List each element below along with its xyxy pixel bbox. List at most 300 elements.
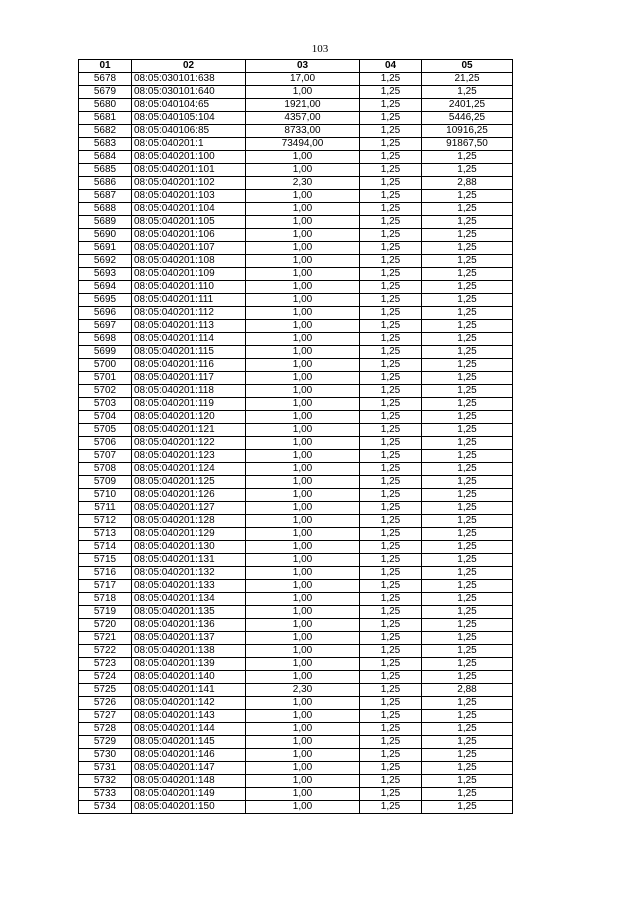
value-03-cell: 1,00: [246, 229, 360, 242]
value-04-cell: 1,25: [360, 125, 422, 138]
value-05-cell: 1,25: [422, 528, 513, 541]
table-row: [79, 788, 513, 801]
value-05-cell: 1,25: [422, 567, 513, 580]
value-05-cell: 1,25: [422, 723, 513, 736]
cadastral-number-cell: 08:05:040201:143: [132, 710, 246, 723]
row-number-cell: 5730: [79, 749, 132, 762]
value-04-cell: 1,25: [360, 658, 422, 671]
value-05-cell: 1,25: [422, 619, 513, 632]
cadastral-number-cell: 08:05:040201:121: [132, 424, 246, 437]
value-05-cell: 91867,50: [422, 138, 513, 151]
value-05-cell: 1,25: [422, 502, 513, 515]
value-04-cell: 1,25: [360, 801, 422, 814]
table-row: [79, 502, 513, 515]
value-03-cell: 1,00: [246, 411, 360, 424]
value-05-cell: 1,25: [422, 190, 513, 203]
table-row: [79, 359, 513, 372]
value-05-cell: 1,25: [422, 788, 513, 801]
value-05-cell: 1,25: [422, 671, 513, 684]
value-04-cell: 1,25: [360, 463, 422, 476]
row-number-cell: 5684: [79, 151, 132, 164]
table-row: [79, 177, 513, 190]
value-04-cell: 1,25: [360, 203, 422, 216]
value-04-cell: 1,25: [360, 138, 422, 151]
value-04-cell: 1,25: [360, 632, 422, 645]
cadastral-number-cell: 08:05:040201:135: [132, 606, 246, 619]
value-04-cell: 1,25: [360, 398, 422, 411]
row-number-cell: 5719: [79, 606, 132, 619]
value-04-cell: 1,25: [360, 645, 422, 658]
table-row: [79, 554, 513, 567]
value-03-cell: 1,00: [246, 567, 360, 580]
cadastral-number-cell: 08:05:040201:117: [132, 372, 246, 385]
value-03-cell: 1,00: [246, 489, 360, 502]
value-04-cell: 1,25: [360, 567, 422, 580]
table-row: [79, 450, 513, 463]
value-05-cell: 1,25: [422, 242, 513, 255]
table-row: [79, 268, 513, 281]
value-04-cell: 1,25: [360, 255, 422, 268]
cadastral-number-cell: 08:05:040201:141: [132, 684, 246, 697]
row-number-cell: 5701: [79, 372, 132, 385]
table-row: [79, 723, 513, 736]
value-05-cell: 1,25: [422, 398, 513, 411]
value-03-cell: 1,00: [246, 320, 360, 333]
table-row: [79, 463, 513, 476]
table-row: [79, 476, 513, 489]
value-04-cell: 1,25: [360, 112, 422, 125]
value-05-cell: 1,25: [422, 645, 513, 658]
value-04-cell: 1,25: [360, 86, 422, 99]
value-04-cell: 1,25: [360, 411, 422, 424]
row-number-cell: 5720: [79, 619, 132, 632]
value-03-cell: 1,00: [246, 307, 360, 320]
row-number-cell: 5725: [79, 684, 132, 697]
value-03-cell: 1,00: [246, 359, 360, 372]
value-03-cell: 1,00: [246, 450, 360, 463]
row-number-cell: 5685: [79, 164, 132, 177]
value-05-cell: 10916,25: [422, 125, 513, 138]
value-04-cell: 1,25: [360, 619, 422, 632]
value-04-cell: 1,25: [360, 593, 422, 606]
header-row: [79, 60, 513, 73]
row-number-cell: 5689: [79, 216, 132, 229]
row-number-cell: 5698: [79, 333, 132, 346]
value-05-cell: 1,25: [422, 632, 513, 645]
cadastral-number-cell: 08:05:040201:147: [132, 762, 246, 775]
value-05-cell: 1,25: [422, 372, 513, 385]
table-row: [79, 593, 513, 606]
cadastral-number-cell: 08:05:040201:114: [132, 333, 246, 346]
table-row: [79, 411, 513, 424]
table-row: [79, 619, 513, 632]
value-04-cell: 1,25: [360, 294, 422, 307]
value-04-cell: 1,25: [360, 99, 422, 112]
row-number-cell: 5686: [79, 177, 132, 190]
row-number-cell: 5729: [79, 736, 132, 749]
table-row: [79, 632, 513, 645]
value-03-cell: 1,00: [246, 541, 360, 554]
table-row: [79, 86, 513, 99]
row-number-cell: 5727: [79, 710, 132, 723]
value-03-cell: 1,00: [246, 658, 360, 671]
value-03-cell: 1,00: [246, 762, 360, 775]
cadastral-number-cell: 08:05:040201:131: [132, 554, 246, 567]
value-03-cell: 1,00: [246, 268, 360, 281]
table-row: [79, 684, 513, 697]
column-header-04: 04: [360, 60, 422, 73]
row-number-cell: 5679: [79, 86, 132, 99]
table-row: [79, 424, 513, 437]
value-04-cell: 1,25: [360, 788, 422, 801]
cadastral-number-cell: 08:05:040201:111: [132, 294, 246, 307]
value-04-cell: 1,25: [360, 177, 422, 190]
row-number-cell: 5703: [79, 398, 132, 411]
cadastral-number-cell: 08:05:040201:129: [132, 528, 246, 541]
row-number-cell: 5728: [79, 723, 132, 736]
value-03-cell: 1,00: [246, 801, 360, 814]
value-03-cell: 1,00: [246, 216, 360, 229]
row-number-cell: 5709: [79, 476, 132, 489]
value-04-cell: 1,25: [360, 216, 422, 229]
value-03-cell: 1,00: [246, 697, 360, 710]
value-04-cell: 1,25: [360, 437, 422, 450]
value-04-cell: 1,25: [360, 346, 422, 359]
cadastral-number-cell: 08:05:040201:103: [132, 190, 246, 203]
value-05-cell: 1,25: [422, 203, 513, 216]
table-row: [79, 307, 513, 320]
value-03-cell: 1,00: [246, 398, 360, 411]
value-05-cell: 1,25: [422, 541, 513, 554]
cadastral-number-cell: 08:05:040201:113: [132, 320, 246, 333]
value-04-cell: 1,25: [360, 281, 422, 294]
value-04-cell: 1,25: [360, 749, 422, 762]
table-row: [79, 749, 513, 762]
row-number-cell: 5704: [79, 411, 132, 424]
value-04-cell: 1,25: [360, 528, 422, 541]
value-05-cell: 1,25: [422, 359, 513, 372]
value-03-cell: 1,00: [246, 515, 360, 528]
cadastral-number-cell: 08:05:040201:136: [132, 619, 246, 632]
value-05-cell: 2401,25: [422, 99, 513, 112]
cadastral-number-cell: 08:05:040201:134: [132, 593, 246, 606]
value-04-cell: 1,25: [360, 333, 422, 346]
value-03-cell: 1,00: [246, 619, 360, 632]
value-03-cell: 1,00: [246, 385, 360, 398]
value-05-cell: 5446,25: [422, 112, 513, 125]
table-row: [79, 697, 513, 710]
cadastral-number-cell: 08:05:030101:638: [132, 73, 246, 86]
table-row: [79, 762, 513, 775]
value-05-cell: 1,25: [422, 151, 513, 164]
value-03-cell: 1,00: [246, 203, 360, 216]
row-number-cell: 5722: [79, 645, 132, 658]
value-03-cell: 1,00: [246, 528, 360, 541]
value-04-cell: 1,25: [360, 164, 422, 177]
value-03-cell: 1,00: [246, 151, 360, 164]
value-03-cell: 1,00: [246, 788, 360, 801]
value-05-cell: 1,25: [422, 463, 513, 476]
value-03-cell: 1,00: [246, 86, 360, 99]
cadastral-number-cell: 08:05:040201:105: [132, 216, 246, 229]
value-04-cell: 1,25: [360, 359, 422, 372]
value-03-cell: 17,00: [246, 73, 360, 86]
value-04-cell: 1,25: [360, 476, 422, 489]
value-05-cell: 1,25: [422, 385, 513, 398]
value-04-cell: 1,25: [360, 541, 422, 554]
cadastral-number-cell: 08:05:040201:137: [132, 632, 246, 645]
value-04-cell: 1,25: [360, 775, 422, 788]
cadastral-number-cell: 08:05:040201:123: [132, 450, 246, 463]
value-04-cell: 1,25: [360, 385, 422, 398]
row-number-cell: 5718: [79, 593, 132, 606]
table-row: [79, 736, 513, 749]
value-05-cell: 1,25: [422, 294, 513, 307]
table-row: [79, 710, 513, 723]
value-03-cell: 1,00: [246, 294, 360, 307]
value-05-cell: 1,25: [422, 450, 513, 463]
value-03-cell: 1,00: [246, 606, 360, 619]
value-03-cell: 1,00: [246, 632, 360, 645]
table-row: [79, 385, 513, 398]
value-05-cell: 1,25: [422, 164, 513, 177]
table-row: [79, 437, 513, 450]
table-row: [79, 801, 513, 814]
row-number-cell: 5714: [79, 541, 132, 554]
cadastral-number-cell: 08:05:040201:146: [132, 749, 246, 762]
row-number-cell: 5683: [79, 138, 132, 151]
table-row: [79, 164, 513, 177]
value-04-cell: 1,25: [360, 710, 422, 723]
row-number-cell: 5723: [79, 658, 132, 671]
row-number-cell: 5702: [79, 385, 132, 398]
row-number-cell: 5680: [79, 99, 132, 112]
value-05-cell: 2,88: [422, 177, 513, 190]
cadastral-number-cell: 08:05:040201:142: [132, 697, 246, 710]
value-04-cell: 1,25: [360, 372, 422, 385]
cadastral-number-cell: 08:05:040201:101: [132, 164, 246, 177]
value-03-cell: 1,00: [246, 463, 360, 476]
row-number-cell: 5681: [79, 112, 132, 125]
table-row: [79, 125, 513, 138]
value-04-cell: 1,25: [360, 450, 422, 463]
value-05-cell: 1,25: [422, 320, 513, 333]
table-row: [79, 281, 513, 294]
cadastral-number-cell: 08:05:040201:108: [132, 255, 246, 268]
column-header-05: 05: [422, 60, 513, 73]
cadastral-number-cell: 08:05:040201:132: [132, 567, 246, 580]
cadastral-number-cell: 08:05:040201:140: [132, 671, 246, 684]
cadastral-number-cell: 08:05:040201:110: [132, 281, 246, 294]
table-row: [79, 320, 513, 333]
value-05-cell: 1,25: [422, 489, 513, 502]
value-05-cell: 1,25: [422, 775, 513, 788]
cadastral-number-cell: 08:05:040201:124: [132, 463, 246, 476]
value-04-cell: 1,25: [360, 697, 422, 710]
value-03-cell: 1,00: [246, 593, 360, 606]
value-04-cell: 1,25: [360, 307, 422, 320]
cadastral-number-cell: 08:05:040201:122: [132, 437, 246, 450]
cadastral-number-cell: 08:05:040201:100: [132, 151, 246, 164]
row-number-cell: 5711: [79, 502, 132, 515]
row-number-cell: 5734: [79, 801, 132, 814]
row-number-cell: 5696: [79, 307, 132, 320]
column-header-01: 01: [79, 60, 132, 73]
value-05-cell: 1,25: [422, 255, 513, 268]
value-04-cell: 1,25: [360, 723, 422, 736]
table-row: [79, 580, 513, 593]
row-number-cell: 5713: [79, 528, 132, 541]
value-04-cell: 1,25: [360, 242, 422, 255]
value-03-cell: 2,30: [246, 177, 360, 190]
row-number-cell: 5678: [79, 73, 132, 86]
table-row: [79, 606, 513, 619]
cadastral-number-cell: 08:05:040201:106: [132, 229, 246, 242]
value-05-cell: 1,25: [422, 580, 513, 593]
row-number-cell: 5712: [79, 515, 132, 528]
table-row: [79, 242, 513, 255]
value-05-cell: 1,25: [422, 749, 513, 762]
value-05-cell: 1,25: [422, 593, 513, 606]
value-05-cell: 1,25: [422, 333, 513, 346]
cadastral-number-cell: 08:05:040201:128: [132, 515, 246, 528]
value-03-cell: 1,00: [246, 281, 360, 294]
value-03-cell: 1,00: [246, 645, 360, 658]
value-03-cell: 1,00: [246, 671, 360, 684]
value-03-cell: 2,30: [246, 684, 360, 697]
value-04-cell: 1,25: [360, 73, 422, 86]
table-row: [79, 294, 513, 307]
data-table: [78, 59, 513, 814]
table-row: [79, 138, 513, 151]
cadastral-number-cell: 08:05:040201:102: [132, 177, 246, 190]
cadastral-number-cell: 08:05:040201:133: [132, 580, 246, 593]
value-03-cell: 1,00: [246, 372, 360, 385]
row-number-cell: 5731: [79, 762, 132, 775]
row-number-cell: 5687: [79, 190, 132, 203]
row-number-cell: 5694: [79, 281, 132, 294]
cadastral-number-cell: 08:05:040201:130: [132, 541, 246, 554]
table-row: [79, 73, 513, 86]
table-row: [79, 671, 513, 684]
value-04-cell: 1,25: [360, 515, 422, 528]
table-row: [79, 775, 513, 788]
value-04-cell: 1,25: [360, 736, 422, 749]
table-body: [79, 73, 513, 814]
value-04-cell: 1,25: [360, 554, 422, 567]
value-03-cell: 73494,00: [246, 138, 360, 151]
value-05-cell: 1,25: [422, 411, 513, 424]
value-04-cell: 1,25: [360, 489, 422, 502]
table-header: [79, 60, 513, 73]
value-04-cell: 1,25: [360, 424, 422, 437]
value-05-cell: 1,25: [422, 216, 513, 229]
cadastral-number-cell: 08:05:040201:144: [132, 723, 246, 736]
row-number-cell: 5693: [79, 268, 132, 281]
value-03-cell: 1,00: [246, 502, 360, 515]
table-row: [79, 346, 513, 359]
value-03-cell: 1,00: [246, 255, 360, 268]
cadastral-number-cell: 08:05:040201:138: [132, 645, 246, 658]
value-03-cell: 1,00: [246, 437, 360, 450]
cadastral-number-cell: 08:05:040201:1: [132, 138, 246, 151]
row-number-cell: 5697: [79, 320, 132, 333]
value-03-cell: 1,00: [246, 554, 360, 567]
table-row: [79, 645, 513, 658]
column-header-03: 03: [246, 60, 360, 73]
cadastral-number-cell: 08:05:040201:112: [132, 307, 246, 320]
row-number-cell: 5724: [79, 671, 132, 684]
row-number-cell: 5692: [79, 255, 132, 268]
value-03-cell: 1,00: [246, 749, 360, 762]
cadastral-number-cell: 08:05:040201:104: [132, 203, 246, 216]
value-04-cell: 1,25: [360, 268, 422, 281]
row-number-cell: 5700: [79, 359, 132, 372]
row-number-cell: 5688: [79, 203, 132, 216]
cadastral-number-cell: 08:05:040104:65: [132, 99, 246, 112]
value-03-cell: 1,00: [246, 242, 360, 255]
value-03-cell: 8733,00: [246, 125, 360, 138]
value-04-cell: 1,25: [360, 320, 422, 333]
value-03-cell: 1,00: [246, 736, 360, 749]
value-05-cell: 1,25: [422, 86, 513, 99]
table-row: [79, 203, 513, 216]
value-03-cell: 1,00: [246, 190, 360, 203]
value-05-cell: 1,25: [422, 554, 513, 567]
row-number-cell: 5715: [79, 554, 132, 567]
cadastral-number-cell: 08:05:040201:107: [132, 242, 246, 255]
table-row: [79, 372, 513, 385]
value-05-cell: 1,25: [422, 437, 513, 450]
table-row: [79, 99, 513, 112]
table-row: [79, 255, 513, 268]
table-row: [79, 333, 513, 346]
cadastral-number-cell: 08:05:040201:118: [132, 385, 246, 398]
value-05-cell: 1,25: [422, 281, 513, 294]
value-03-cell: 1,00: [246, 723, 360, 736]
row-number-cell: 5682: [79, 125, 132, 138]
cadastral-number-cell: 08:05:040201:139: [132, 658, 246, 671]
column-header-02: 02: [132, 60, 246, 73]
value-05-cell: 1,25: [422, 346, 513, 359]
cadastral-number-cell: 08:05:040201:145: [132, 736, 246, 749]
table-row: [79, 528, 513, 541]
value-05-cell: 2,88: [422, 684, 513, 697]
value-05-cell: 1,25: [422, 736, 513, 749]
table-row: [79, 151, 513, 164]
cadastral-number-cell: 08:05:030101:640: [132, 86, 246, 99]
value-05-cell: 1,25: [422, 658, 513, 671]
value-03-cell: 1,00: [246, 346, 360, 359]
value-04-cell: 1,25: [360, 671, 422, 684]
cadastral-number-cell: 08:05:040201:150: [132, 801, 246, 814]
value-05-cell: 1,25: [422, 515, 513, 528]
value-05-cell: 1,25: [422, 229, 513, 242]
cadastral-number-cell: 08:05:040201:127: [132, 502, 246, 515]
row-number-cell: 5732: [79, 775, 132, 788]
value-03-cell: 1921,00: [246, 99, 360, 112]
value-03-cell: 1,00: [246, 164, 360, 177]
value-03-cell: 1,00: [246, 710, 360, 723]
row-number-cell: 5721: [79, 632, 132, 645]
value-05-cell: 1,25: [422, 697, 513, 710]
value-03-cell: 1,00: [246, 775, 360, 788]
cadastral-number-cell: 08:05:040201:120: [132, 411, 246, 424]
value-04-cell: 1,25: [360, 151, 422, 164]
cadastral-number-cell: 08:05:040106:85: [132, 125, 246, 138]
row-number-cell: 5733: [79, 788, 132, 801]
page-number: 103: [311, 43, 329, 55]
